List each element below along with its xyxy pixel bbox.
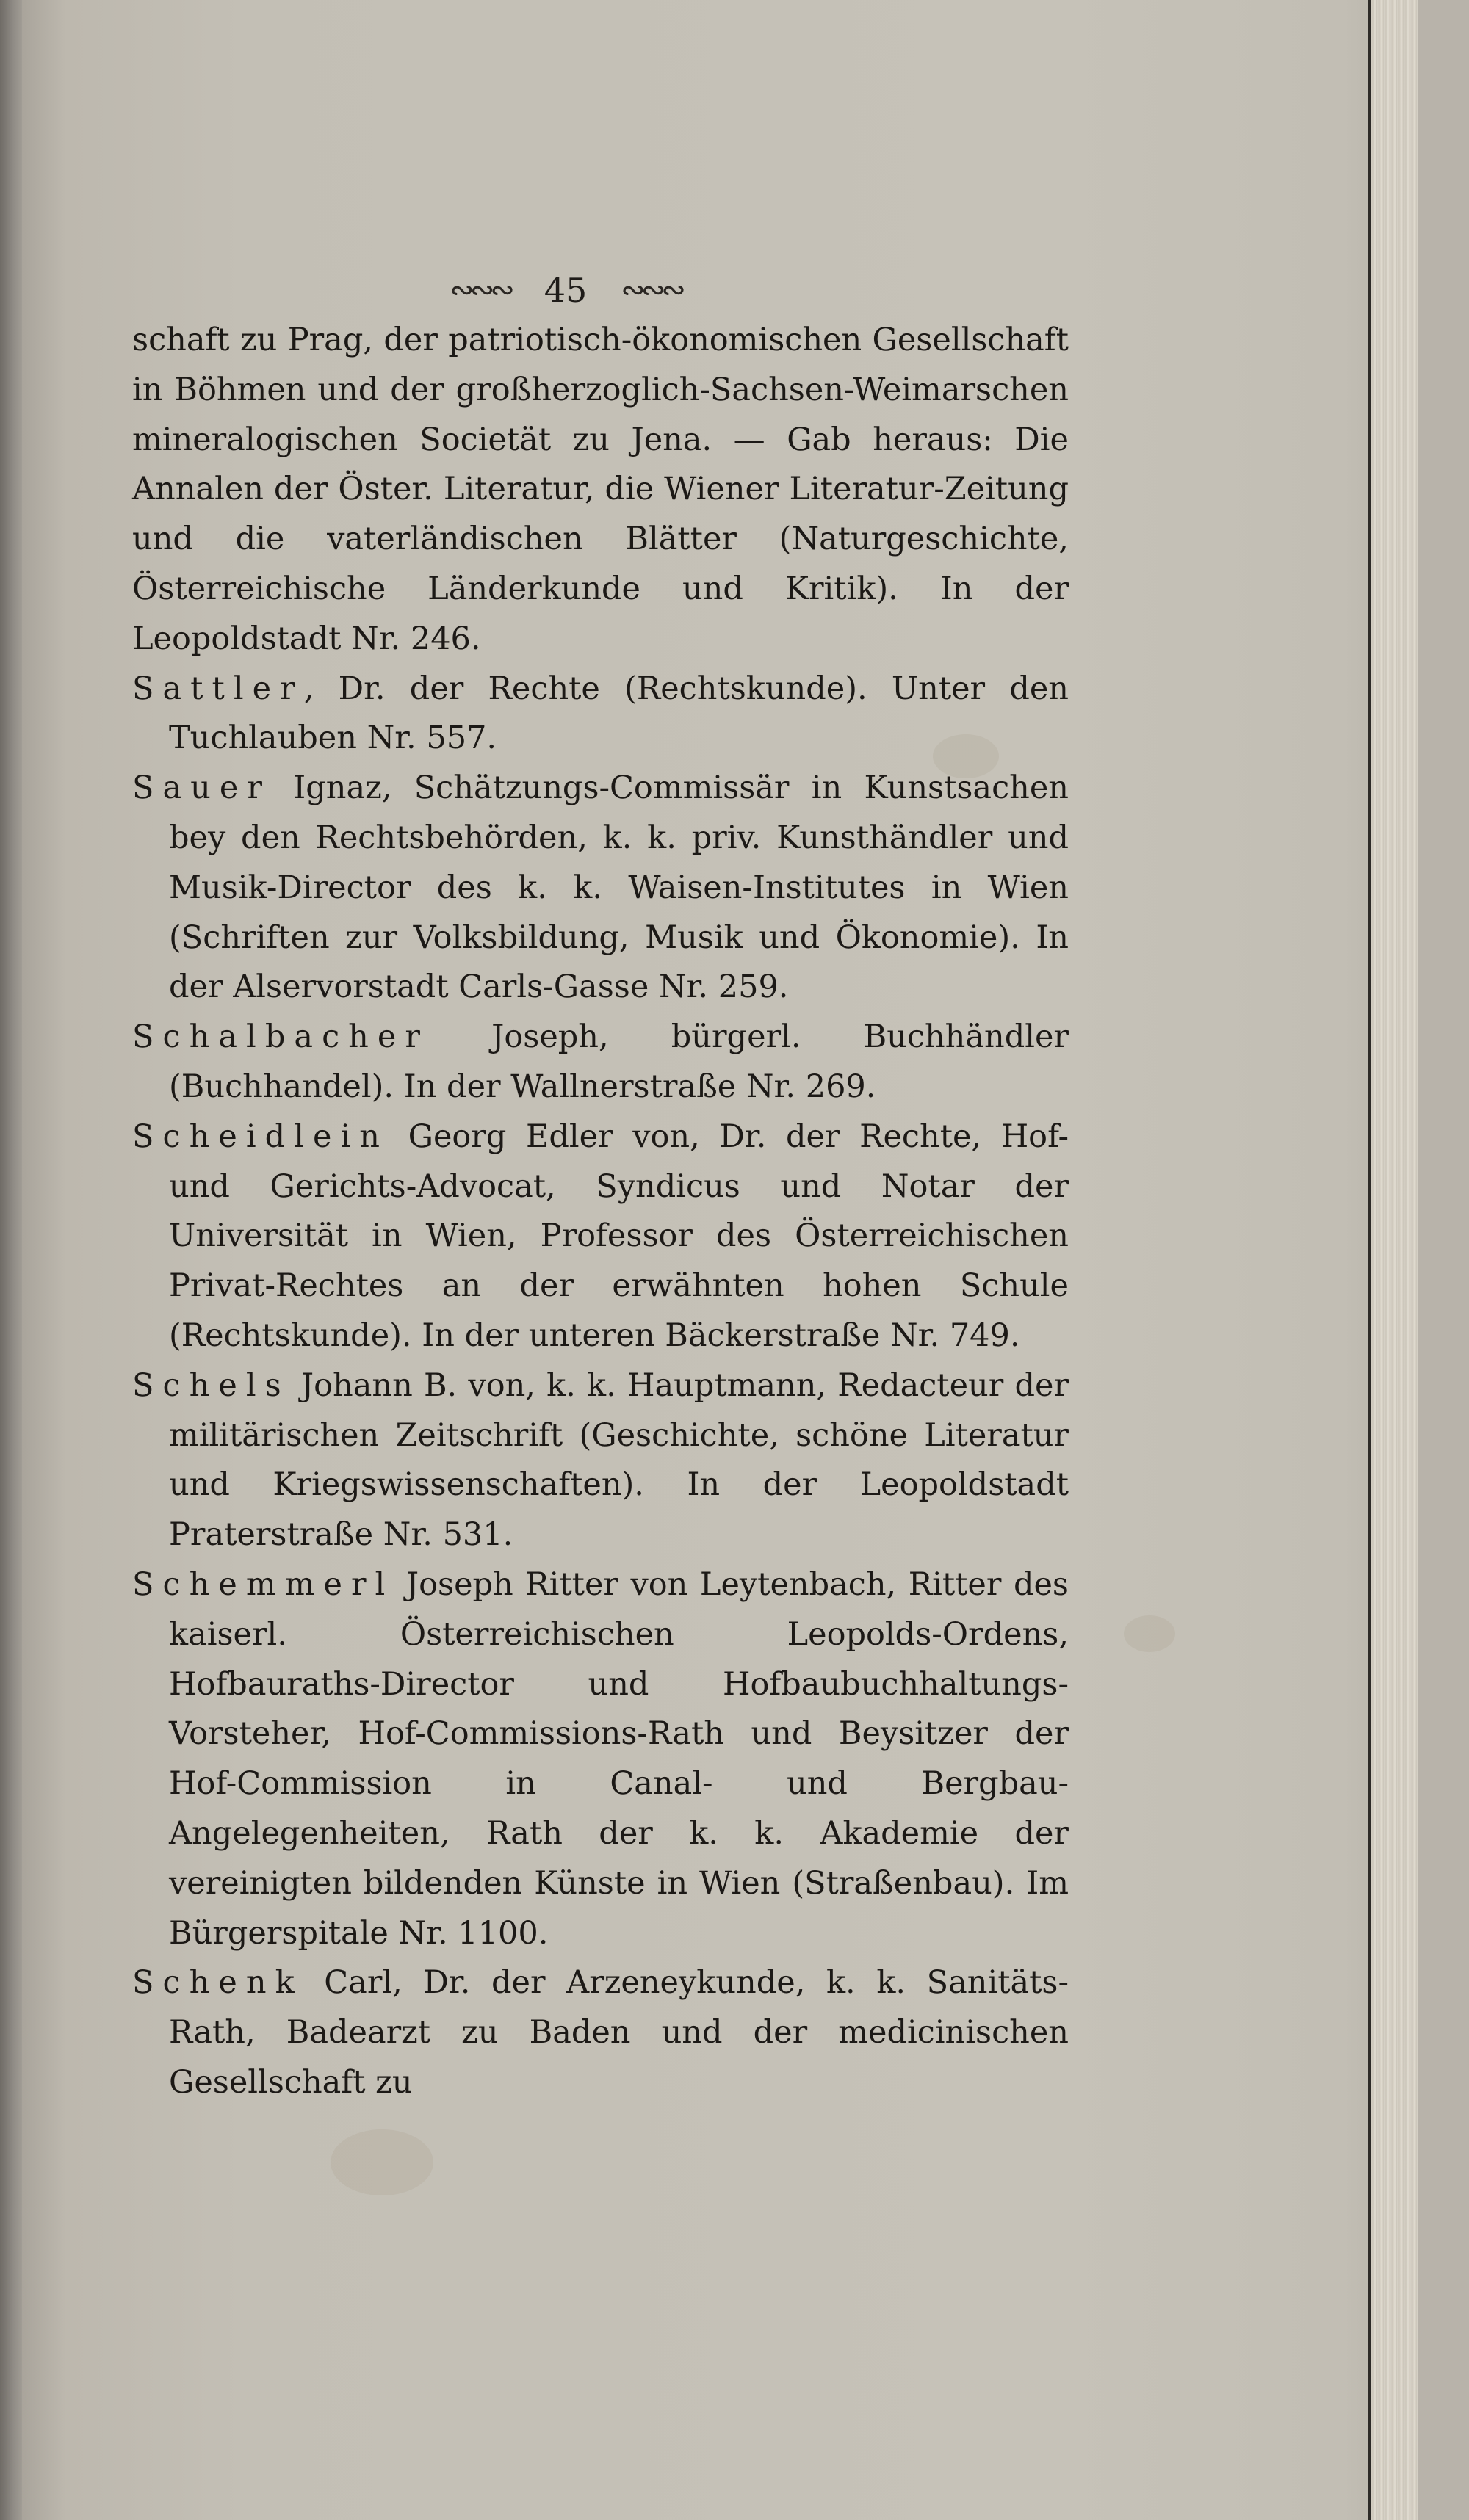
entry-text: Ignaz, Schätzungs-Commissär in Kunstsachen bey den Rechtsbehörden, k. k. priv. Kunsthändler und Musik-Director des k. k. Waisen-Institutes in Wien (Schriften zur Volksbildung, Musik und Ökonomie). In der Alservorstadt Carls-Gasse Nr. 259. [169, 770, 1069, 1006]
page-number: 45 [544, 270, 588, 310]
entry-name: Scheidlein [132, 1118, 389, 1155]
entry-schels [132, 1361, 1069, 1560]
entry-name: Schemmerl [132, 1565, 394, 1603]
page-body [132, 316, 1069, 2108]
entry-continuation [132, 316, 1069, 665]
entry-text: Carl, Dr. der Arzeneykunde, k. k. Sanitäts-Rath, Badearzt zu Baden und der medicinischen Gesellschaft zu [169, 1964, 1069, 2101]
entry-sauer [132, 764, 1069, 1013]
entry-text: Georg Edler von, Dr. der Rechte, Hof- und Gerichts-Advocat, Syndicus und Notar der Universität in Wien, Professor des Österreichischen Privat-Rechtes an der erwähnten hohen Schule (Rechtskunde). In der unteren Bäckerstraße Nr. 749. [169, 1118, 1069, 1354]
entry-text: Joseph Ritter von Leytenbach, Ritter des kaiserl. Österreichischen Leopolds-Ordens, Hofbauraths-Director und Hofbaubuchhaltungs-Vorsteher, Hof-Commissions-Rath und Beysitzer der Hof-Commission in Canal- und Bergbau-Angelegenheiten, Rath der k. k. Akademie der vereinigten bildenden Künste in Wien (Straßenbau). Im Bürgerspitale Nr. 1100. [169, 1565, 1069, 1952]
entry-name: Sauer [132, 770, 271, 807]
entry-name: Schels [132, 1366, 290, 1404]
ornament-right: ∾∾∾ [621, 273, 682, 307]
entry-text: , Dr. der Rechte (Rechtskunde). Unter den Tuchlauben Nr. 557. [169, 670, 1069, 757]
entry-text: schaft zu Prag, der patriotisch-ökonomischen Gesellschaft in Böhmen und der großherzoglich-Sachsen-Weimarschen mineralogischen Societät zu Jena. — Gab heraus: Die Annalen der Öster. Literatur, die Wiener Literatur-Zeitung und die vaterländischen Blätter (Naturgeschichte, Österreichische Länderkunde und Kritik). In der Leopoldstadt Nr. 246. [132, 322, 1069, 657]
book-page [22, 0, 1418, 2520]
entry-name: Schalbacher [132, 1018, 430, 1056]
entry-sattler [132, 665, 1069, 764]
paper-stain [331, 2129, 433, 2195]
entry-text: Johann B. von, k. k. Hauptmann, Redacteur der militärischen Zeitschrift (Geschichte, schöne Literatur und Kriegswissenschaften). In der Leopoldstadt Praterstraße Nr. 531. [169, 1366, 1069, 1554]
entry-scheidlein [132, 1112, 1069, 1361]
page-fore-edge [1368, 0, 1418, 2520]
entry-name: Sattler [132, 670, 304, 707]
entry-text: Joseph, bürgerl. Buchhändler (Buchhandel). In der Wallnerstraße Nr. 269. [169, 1018, 1069, 1105]
paper-stain [1124, 1615, 1175, 1652]
entry-schemmerl [132, 1560, 1069, 1958]
entry-schenk [132, 1958, 1069, 2107]
ornament-left: ∾∾∾ [450, 273, 510, 307]
entry-schalbacher [132, 1013, 1069, 1112]
page-header [411, 268, 720, 312]
entry-name: Schenk [132, 1964, 303, 2002]
